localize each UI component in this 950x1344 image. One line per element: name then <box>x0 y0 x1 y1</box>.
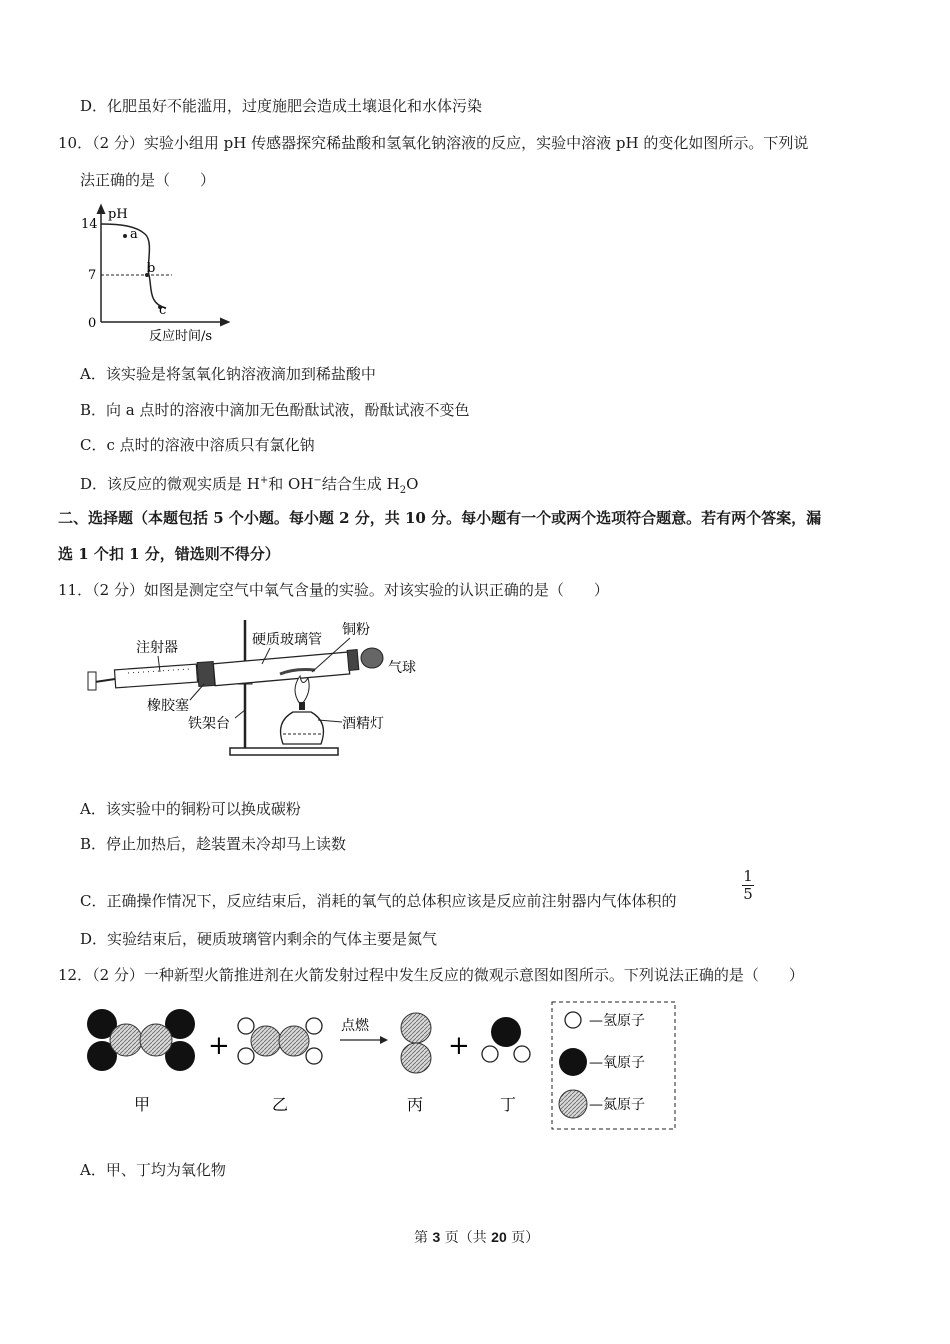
q10-option-d <box>80 471 418 501</box>
label-copper: 铜粉 <box>342 622 370 638</box>
label-stand: 铁架台 <box>188 716 230 732</box>
q10-optd-sup1: + <box>259 475 269 486</box>
footer-post: 页） <box>506 1230 540 1246</box>
right-stopper <box>347 650 359 671</box>
q10-stem-line1: 10．（2 分）实验小组用 pH 传感器探究稀盐酸和氢氧化钠溶液的反应，实验中溶液 pH 的变化如图所示。下列说 <box>58 134 809 152</box>
footer-page-number: 3 <box>432 1229 441 1245</box>
q10-tick-7: 7 <box>88 268 97 283</box>
q10-option-a: A．该实验是将氢氧化钠溶液滴加到稀盐酸中 <box>80 365 376 383</box>
stand-base <box>230 748 338 755</box>
q10-ph-graph <box>76 202 246 347</box>
molecule-jia <box>87 1009 195 1071</box>
q11-frac-num: 1 <box>743 867 753 885</box>
q10-point-b: b <box>147 261 156 276</box>
q10-optd-sup2: − <box>313 475 322 486</box>
syringe-plunger-handle <box>88 672 96 690</box>
section2-header-line1: 二、选择题（本题包括 5 个小题。每小题 2 分，共 10 分。每小题有一个或两个选项符合题意。若有两个答案，漏 <box>58 509 822 527</box>
label-syringe: 注射器 <box>136 640 178 656</box>
reaction-arrowhead <box>380 1036 388 1044</box>
ignite-label: 点燃 <box>341 1018 369 1034</box>
q10-tick-14: 14 <box>81 217 98 232</box>
leader-stopper <box>190 684 204 700</box>
page-footer <box>414 1227 539 1248</box>
footer-pre: 第 <box>414 1230 433 1246</box>
q10-stem-line2: 法正确的是（ ） <box>80 171 216 189</box>
molecule-yi <box>238 1018 322 1064</box>
legend-n-atom <box>559 1090 587 1118</box>
plus-2: + <box>448 1031 470 1061</box>
q11-option-a: A．该实验中的铜粉可以换成碳粉 <box>80 800 301 818</box>
label-ding: 丁 <box>500 1095 517 1114</box>
plus-1: + <box>208 1031 230 1061</box>
q11-apparatus-diagram <box>80 612 430 762</box>
label-balloon: 气球 <box>388 660 416 676</box>
balloon <box>361 648 383 668</box>
q9-option-d: D．化肥虽好不能滥用，过度施肥会造成土壤退化和水体污染 <box>80 97 483 115</box>
legend-o-atom <box>559 1048 587 1076</box>
label-lamp: 酒精灯 <box>342 716 384 732</box>
q12-option-a: A．甲、丁均为氧化物 <box>80 1161 226 1179</box>
legend-o-label: —氧原子 <box>589 1055 645 1071</box>
q11-option-b: B．停止加热后，趁装置未冷却马上读数 <box>80 835 347 853</box>
legend-h-atom <box>565 1012 581 1028</box>
q11-option-d: D．实验结束后，硬质玻璃管内剩余的气体主要是氮气 <box>80 930 438 948</box>
q10-x-label: 反应时间/s <box>149 329 213 344</box>
alcohol-lamp <box>281 712 324 744</box>
q10-point-a: a <box>130 227 138 242</box>
footer-total-pages: 20 <box>491 1229 507 1245</box>
q10-optd-part4: O <box>406 475 419 493</box>
label-stopper: 橡胶塞 <box>147 698 189 714</box>
legend-h-label: —氢原子 <box>589 1013 645 1029</box>
syringe-plunger-rod <box>95 679 115 682</box>
q10-option-b: B．向 a 点时的溶液中滴加无色酚酞试液，酚酞试液不变色 <box>80 401 470 419</box>
label-tube: 硬质玻璃管 <box>252 632 322 648</box>
footer-mid: 页（共 <box>440 1230 492 1246</box>
q10-option-c: C．c 点时的溶液中溶质只有氯化钠 <box>80 436 315 454</box>
q11-frac-den: 5 <box>743 885 753 903</box>
q10-optd-sub: 2 <box>399 485 407 496</box>
q10-point-a-dot <box>123 234 127 238</box>
label-yi: 乙 <box>272 1095 289 1114</box>
molecule-bing <box>401 1013 431 1073</box>
q12-stem: 12．（2 分）一种新型火箭推进剂在火箭发射过程中发生反应的微观示意图如图所示。下列说法正确的是（ ） <box>58 966 804 984</box>
q11-option-c: C．正确操作情况下，反应结束后，消耗的氧气的总体积应该是反应前注射器内气体体积的 <box>80 892 677 910</box>
q10-optd-part1: D．该反应的微观实质是 H <box>80 475 260 493</box>
q11-stem: 11．（2 分）如图是测定空气中氧气含量的实验。对该实验的认识正确的是（ ） <box>58 581 609 599</box>
legend-n-label: —氮原子 <box>589 1097 645 1113</box>
q12-reaction-diagram <box>80 998 680 1133</box>
label-jia: 甲 <box>134 1095 151 1114</box>
q10-optd-part3: 结合生成 H <box>321 475 400 493</box>
q10-optd-part2: 和 OH <box>268 475 314 493</box>
lamp-flame <box>295 676 309 704</box>
section2-header-line2: 选 1 个扣 1 分，错选则不得分） <box>58 545 280 563</box>
lamp-wick <box>299 702 305 710</box>
q10-point-c: c <box>159 303 167 318</box>
molecule-ding <box>482 1017 530 1062</box>
label-bing: 丙 <box>407 1095 424 1114</box>
q10-tick-0: 0 <box>88 316 97 331</box>
q11-fraction <box>742 868 754 903</box>
leader-stand <box>235 710 245 718</box>
syringe-barrel <box>114 664 197 688</box>
q10-y-label: pH <box>108 207 128 222</box>
rubber-stopper <box>197 661 215 686</box>
